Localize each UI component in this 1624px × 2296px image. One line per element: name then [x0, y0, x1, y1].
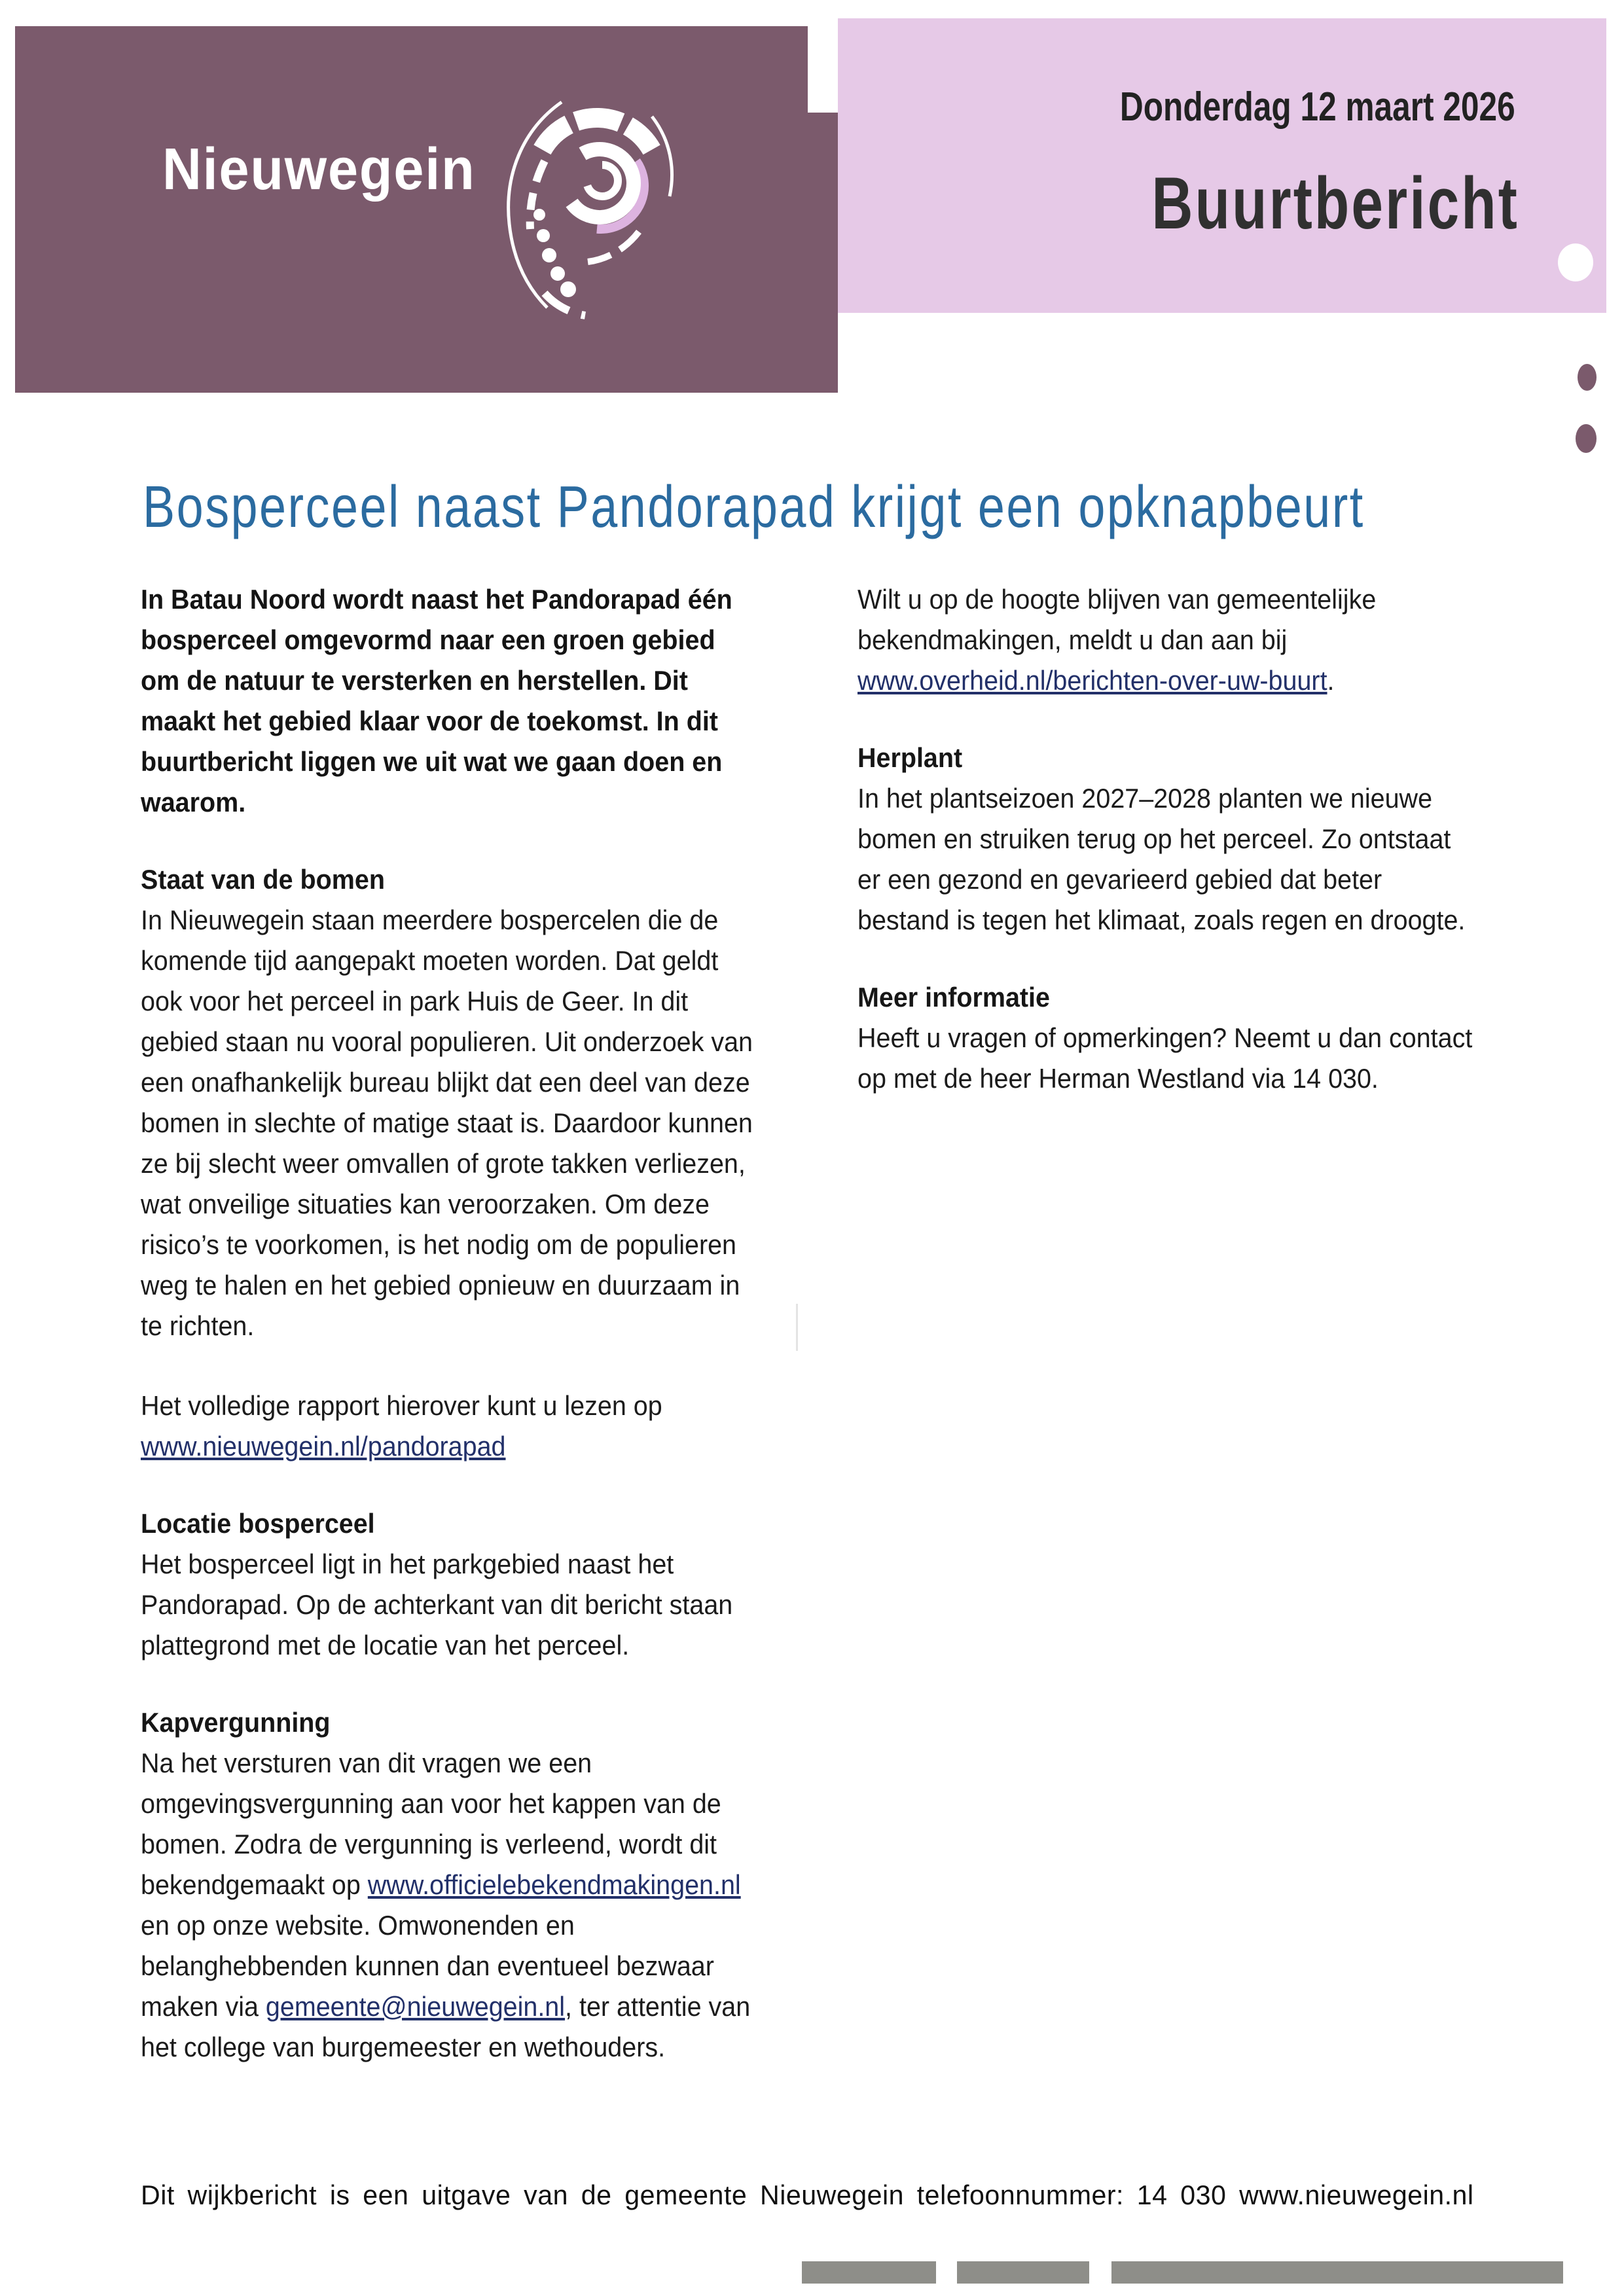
page-title: Bosperceel naast Pandorapad krijgt een opknapbeurt: [143, 475, 1365, 540]
section-heading-kapvergunning: Kapvergunning: [141, 1707, 331, 1738]
scan-artifact-bar: [802, 2261, 936, 2284]
section-heading-herplant: Herplant: [857, 742, 963, 773]
kap-text-3: , ter attentie van het college van burgemeester en wethouders.: [141, 1991, 751, 2062]
footer-colophon: Dit wijkbericht is een uitgave van de gemeente Nieuwegein telefoonnummer: 14 030 www.nieuwegein.nl: [141, 2179, 1474, 2210]
link-gemeente-email[interactable]: gemeente@nieuwegein.nl: [265, 1991, 566, 2022]
link-overheid-berichten[interactable]: www.overheid.nl/berichten-over-uw-buurt: [857, 665, 1327, 696]
section-body-locatie-bosperceel: Het bosperceel ligt in het parkgebied naast het Pandorapad. Op de achterkant van dit bericht staan plattegrond met de locatie van het perceel.: [141, 1549, 733, 1660]
section-body-herplant: In het plantseizoen 2027–2028 planten we nieuwe bomen en struiken terug op het perceel. Zo ontstaat er een gezond en gevarieerd gebied dat beter bestand is tegen het klimaat, zoals regen en droogte.: [857, 783, 1466, 935]
nieuwegein-spiral-logo-icon: [484, 77, 676, 321]
punch-hole: [1558, 243, 1593, 281]
scan-artifact-bar: [1111, 2261, 1563, 2284]
scan-artifact-bar: [957, 2261, 1089, 2284]
punch-hole: [1576, 424, 1597, 453]
section-heading-meer-informatie: Meer informatie: [857, 982, 1050, 1013]
intro-paragraph: In Batau Noord wordt naast het Pandorapad één bosperceel omgevormd naar een groen gebied om de natuur te versterken en herstellen. Dit maakt het gebied klaar voor de toekomst. In dit buurtbericht liggen we uit wat we gaan doen en waarom.: [141, 584, 732, 817]
punch-hole: [1578, 364, 1597, 391]
report-text: Het volledige rapport hierover kunt u lezen op: [141, 1390, 662, 1421]
section-heading-staat-van-de-bomen: Staat van de bomen: [141, 864, 385, 895]
left-column: [141, 579, 756, 2068]
section-heading-locatie-bosperceel: Locatie bosperceel: [141, 1508, 375, 1539]
scan-artifact-line: [796, 1304, 798, 1351]
publication-title: Buurtbericht: [1151, 162, 1519, 244]
link-nieuwegein-pandorapad[interactable]: www.nieuwegein.nl/pandorapad: [141, 1431, 506, 1462]
subscribe-paragraph: [857, 579, 1473, 701]
issue-date: Donderdag 12 maart 2026: [1120, 84, 1515, 130]
kap-text-1: Na het versturen van dit vragen we een omgevingsvergunning aan voor het kappen van de bomen. Zodra de vergunning is verleend, wordt dit bekendgemaakt op: [141, 1748, 721, 1900]
link-officielebekendmakingen[interactable]: www.officielebekendmakingen.nl: [367, 1869, 741, 1900]
kap-text-2: en op onze website. Omwonenden en belanghebbenden kunnen dan eventueel bezwaar maken via: [141, 1910, 714, 2022]
report-paragraph: [141, 1386, 756, 1467]
subscribe-text-after: .: [1327, 665, 1335, 696]
banner-notch: [808, 26, 838, 113]
subscribe-text: Wilt u op de hoogte blijven van gemeentelijke bekendmakingen, meldt u dan aan bij: [857, 584, 1377, 655]
brand-banner: [15, 26, 838, 393]
right-column: [857, 579, 1473, 1099]
section-body-meer-informatie: Heeft u vragen of opmerkingen? Neemt u dan contact op met de heer Herman Westland via 14 030.: [857, 1022, 1473, 1094]
section-body-kapvergunning: [141, 1743, 756, 2068]
section-body-staat-van-de-bomen: In Nieuwegein staan meerdere bospercelen die de komende tijd aangepakt moeten worden. Dat geldt ook voor het perceel in park Huis de Geer. In dit gebied staan nu vooral populieren. Uit onderzoek van een onafhankelijk bureau blijkt dat een deel van deze bomen in slechte of matige staat is. Daardoor kunnen ze bij slecht weer omvallen of grote takken verliezen, wat onveilige situaties kan veroorzaken. Om deze risico’s te voorkomen, is het nodig om de populieren weg te halen en het gebied opnieuw en duurzaam in te richten.: [141, 905, 753, 1341]
logo-wordmark: Nieuwegein: [162, 137, 476, 202]
